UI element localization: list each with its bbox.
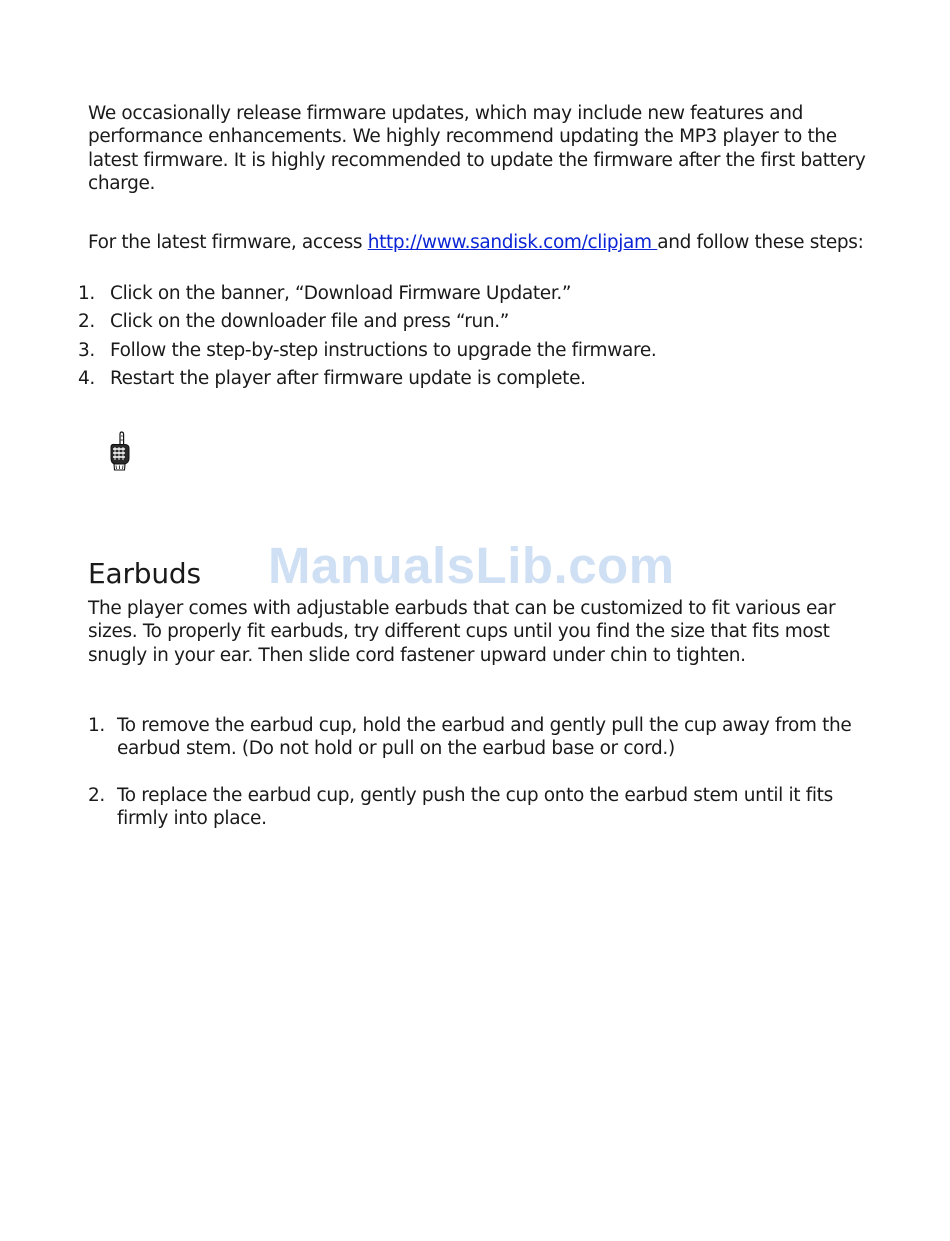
- list-item: [88, 784, 868, 831]
- step-text: Restart the player after firmware update is complete.: [110, 367, 586, 389]
- list-item: [88, 714, 868, 761]
- step-text: To remove the earbud cup, hold the earbud and gently pull the cup away from the earbud stem. (Do not hold or pull on the earbud base or cord.): [117, 715, 852, 760]
- list-item: [78, 339, 868, 367]
- access-prefix-text: For the latest firmware, access: [88, 232, 368, 253]
- sandisk-clipjam-link[interactable]: http://www.sandisk.com/clipjam: [367, 232, 658, 253]
- pointing-hand-icon: [106, 430, 132, 472]
- step-text: Follow the step-by-step instructions to upgrade the firmware.: [110, 339, 657, 361]
- firmware-intro-paragraph: We occasionally release firmware updates, which may include new features and performance enhancements. We highly recommend updating the MP3 player to the latest firmware. It is highly recommended to update the firmware after the first battery charge.: [88, 103, 866, 194]
- list-item: [78, 282, 868, 310]
- step-number: 2.: [88, 785, 105, 806]
- step-number: 1.: [78, 283, 95, 304]
- earbuds-paragraph: The player comes with adjustable earbuds that can be customized to fit various ear sizes. To properly fit earbuds, try different cups until you find the size that fits most snugly in your ear. Then slide cord fastener upward under chin to tighten.: [88, 598, 836, 666]
- manualslib-watermark: ManualsLib.com: [268, 537, 675, 594]
- list-item: [78, 310, 868, 338]
- step-text: Click on the banner, “Download Firmware Updater.”: [110, 283, 572, 304]
- firmware-access-paragraph: [88, 231, 868, 254]
- step-number: 2.: [78, 311, 95, 333]
- step-number: 1.: [88, 715, 105, 736]
- earbuds-heading: Earbuds: [88, 557, 201, 590]
- firmware-steps-list: [78, 282, 868, 395]
- step-number: 4.: [78, 367, 95, 389]
- step-number: 3.: [78, 339, 95, 361]
- access-suffix-text: and follow these steps:: [657, 232, 864, 253]
- step-text: Click on the downloader file and press “run.”: [110, 311, 510, 333]
- list-item: [78, 367, 868, 395]
- step-text: To replace the earbud cup, gently push the cup onto the earbud stem until it fits firmly into place.: [117, 785, 833, 830]
